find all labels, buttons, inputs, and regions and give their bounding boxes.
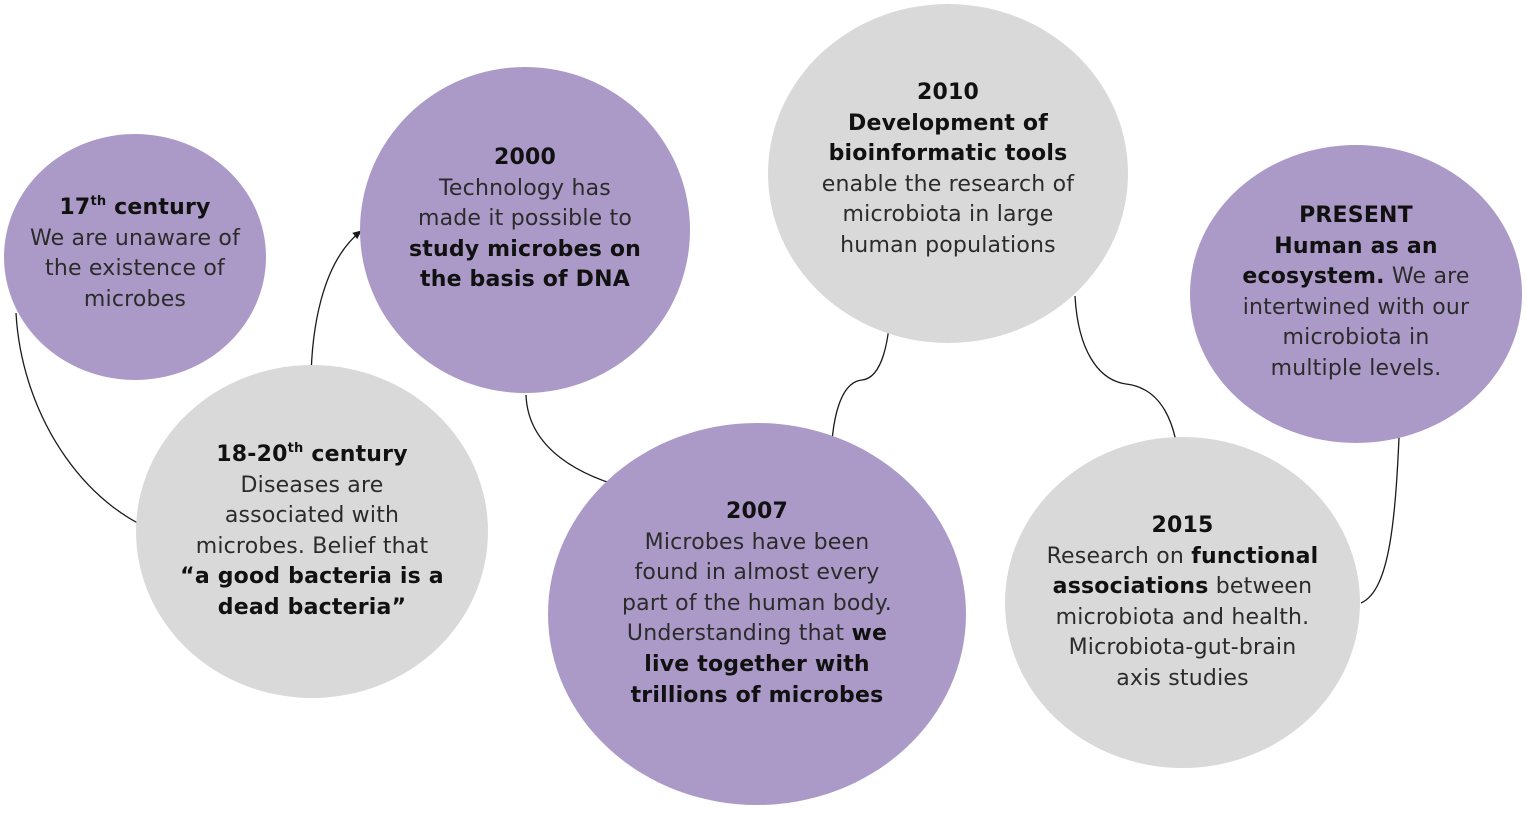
year-label: 18-20 [216,442,288,467]
bubble-present [1190,145,1522,443]
bubble-text-line: part of the human body. [621,590,892,616]
bubble-text-line: found in almost every [634,560,880,586]
bubble-heading [4,193,266,224]
bubble-text-line: made it possible to [417,206,633,232]
bubble-text-line: Technology has [439,175,611,201]
bubble-18-20th-century [136,365,488,698]
year-label-suffix: century [303,442,408,467]
bubble-text-fragment: Understanding that [626,621,852,647]
year-label: PRESENT [1299,203,1413,228]
bubble-text-line: We are unaware of [29,225,241,251]
bubble-text-line [548,619,966,650]
year-label: 2010 [916,80,980,105]
bubble-text-line: associated with [224,503,400,529]
bubble-text-bold: the basis of DNA [420,267,630,293]
year-label: 17 [59,195,91,220]
bubble-text-line: Microbiota-gut-brain [1068,635,1297,661]
bubble-2007 [548,423,966,805]
bubble-text-bold: bioinformatic tools [828,141,1068,167]
bubble-text-line: microbiota in large [842,202,1054,228]
bubble-heading [136,440,488,471]
bubble-text-bold: “a good bacteria is a [180,564,444,590]
bubble-text-line: microbiota in [1282,325,1430,351]
bubble-2000 [360,67,690,393]
bubble-text-bold: dead bacteria” [217,594,407,620]
bubble-text-bold: trillions of microbes [630,682,884,708]
bubble-text-bold: Human as an [1274,233,1438,259]
bubble-text-fragment: Research on [1046,543,1192,569]
superscript: th [90,194,107,209]
bubble-2010 [768,4,1128,343]
superscript: th [287,441,304,456]
bubble-text-bold: study microbes on [408,236,642,262]
bubble-text-line [1005,572,1360,603]
year-label: 2000 [493,145,557,170]
bubble-text-bold: live together with [644,651,870,677]
bubble-2015 [1005,437,1360,768]
bubble-text-fragment: between [1208,574,1313,600]
bubble-text-line [1005,542,1360,573]
year-label: 2007 [725,499,789,524]
bubble-text-bold: we [851,621,888,647]
bubble-text-line: intertwined with our [1242,294,1470,320]
bubble-text-fragment: We are [1384,264,1470,290]
bubble-text-bold: Development of [847,110,1049,136]
bubble-text-bold: functional [1191,543,1319,569]
bubble-text-line [1190,262,1522,293]
bubble-17th-century [4,134,266,380]
bubble-text-line: human populations [840,232,1056,258]
bubble-text-line: axis studies [1116,665,1249,691]
bubble-text-bold: associations [1052,574,1209,600]
bubble-text-line: Microbes have been [644,529,870,555]
bubble-text-line: enable the research of [821,171,1075,197]
bubble-text-line: microbiota and health. [1055,604,1310,630]
bubble-text-bold: ecosystem. [1242,264,1385,290]
bubble-text-line: microbes. Belief that [195,533,429,559]
bubble-text-line: Diseases are [240,472,384,498]
year-label: 2015 [1151,513,1214,538]
bubble-text-line: the existence of [45,256,225,282]
bubble-text-line: multiple levels. [1270,355,1442,381]
year-label-suffix: century [106,195,211,220]
bubble-text-line: microbes [83,286,187,312]
